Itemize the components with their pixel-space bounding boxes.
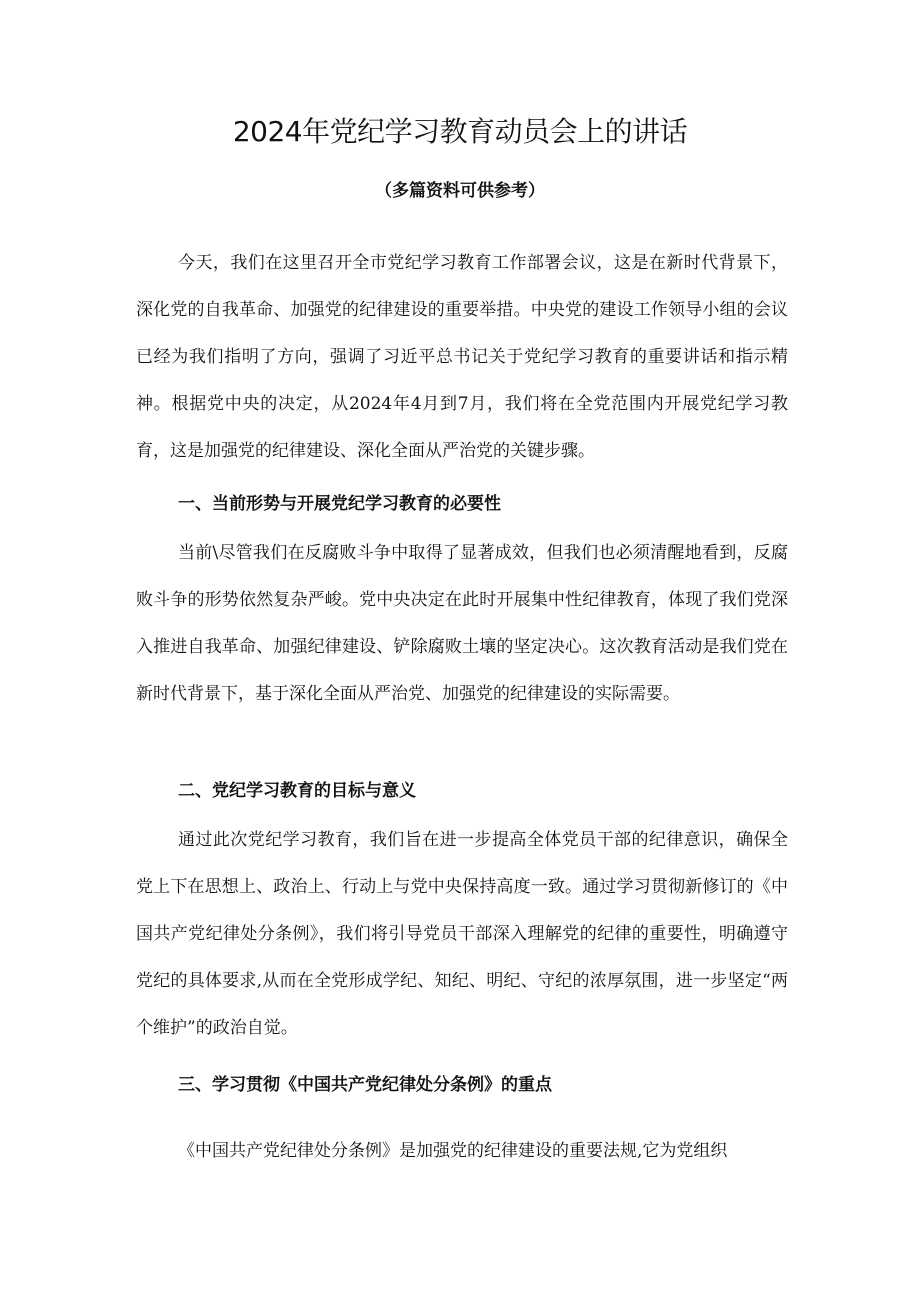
document-title: 2024年党纪学习教育动员会上的讲话 [232, 115, 688, 148]
section-heading-2: 二、党纪学习教育的目标与意义 [178, 781, 416, 801]
section-heading-1: 一、当前形势与开展党纪学习教育的必要性 [178, 494, 501, 514]
section-body-2: 通过此次党纪学习教育，我们旨在进一步提高全体党员干部的纪律意识，确保全党上下在思想上、政治上、行动上与党中央保持高度一致。通过学习贯彻新修订的《中国共产党纪律处分条例》，我们将引导党员干部深入理解党的纪律的重要性，明确遵守党纪的具体要求,从而在全党形成学纪、知纪、明纪、守纪的浓厚氛围，进一步坚定“两个维护”的政治自觉。 [136, 830, 788, 1038]
section-body-1: 当前\尽管我们在反腐败斗争中取得了显著成效，但我们也必须清醒地看到，反腐败斗争的形势依然复杂严峻。党中央决定在此时开展集中性纪律教育，体现了我们党深入推进自我革命、加强纪律建设、铲除腐败土壤的坚定决心。这次教育活动是我们党在新时代背景下，基于深化全面从严治党、加强党的纪律建设的实际需要。 [136, 543, 788, 704]
intro-paragraph: 今天，我们在这里召开全市党纪学习教育工作部署会议，这是在新时代背景下，深化党的自我革命、加强党的纪律建设的重要举措。中央党的建设工作领导小组的会议已经为我们指明了方向，强调了习近平总书记关于党纪学习教育的重要讲话和指示精神。根据党中央的决定，从2024年4月到7月，我们将在全党范围内开展党纪学习教育，这是加强党的纪律建设、深化全面从严治党的关键步骤。 [136, 253, 788, 461]
document-subtitle: （多篇资料可供参考） [375, 181, 545, 201]
section-heading-3: 三、学习贯彻《中国共产党纪律处分条例》的重点 [178, 1075, 552, 1095]
section-body-3: 《中国共产党纪律处分条例》是加强党的纪律建设的重要法规,它为党组织 [178, 1141, 728, 1161]
